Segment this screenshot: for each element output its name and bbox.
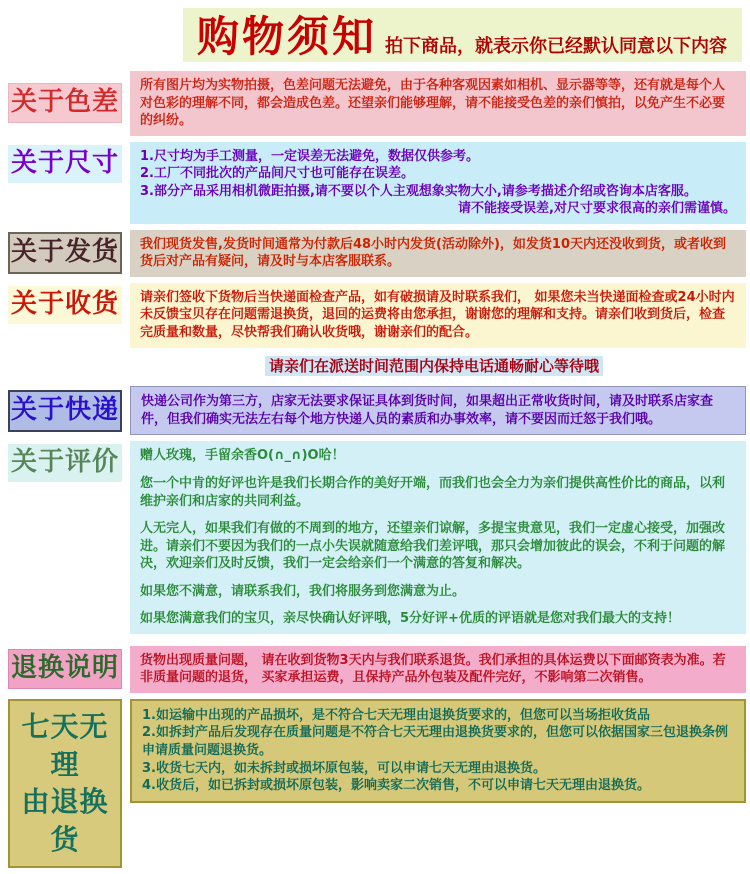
paragraph: 4.收货后，如已拆封或损坏原包装，影响卖家二次销售，不可以申请七天无理由退换货。 [142,778,650,794]
section-express [8,386,746,435]
receiving-content [130,283,746,348]
section-receiving [8,283,746,348]
title-banner [183,8,742,62]
paragraph: 如果您满意我们的宝贝，亲尽快确认好评哦，5分好评+优质的评语就是您对我们最大的支持！ [140,611,680,627]
color-difference-content [130,71,746,136]
size-label: 关于尺寸 [8,145,122,183]
paragraph: 3.部分产品采用相机微距拍摄,请不要以个人主观想象实物大小,请参考描述介绍或咨询本店客服。 [140,183,697,199]
paragraph: 1.尺寸均为手工测量，一定误差无法避免，数据仅供参考。 [140,148,479,164]
express-content [130,386,746,435]
shipping-content [130,230,746,277]
shipping-label: 关于发货 [8,232,122,274]
paragraph: 货物出现质量问题， 请在收到货物3天内与我们联系退货。我们承担的具体运费以下面邮资表为准。若非质量问题的退货， 买家承担运费，且保持产品外包装及配件完好，不影响第二次销售。 [140,652,726,686]
paragraph: 快递公司作为第三方，店家无法要求保证具体到货时间，如果超出正常收货时间，请及时联系店家查件，但我们确实无法左右每个地方快递人员的素质和办事效率，请不要因而迁怒于我们哦。 [141,394,714,427]
paragraph: 人无完人，如果我们有做的不周到的地方，还望亲们谅解，多提宝贵意见，我们一定虚心接受，加强改进。请亲们不要因为我们的一点小失误就随意给我们差评哦，那只会增加彼此的误会，不利于问题的解决，欢迎亲们及时反馈，我们一定会给亲们一个满意的答复和解决。 [140,521,726,572]
section-return-policy [8,646,746,693]
paragraph: 赠人玫瑰，手留余香O(∩_∩)O哈！ [140,448,345,464]
express-label: 关于快递 [8,390,122,432]
page-title: 购物须知 [197,12,378,61]
seven-day-return-content [130,699,746,803]
page-subtitle: 拍下商品，就表示你已经默认同意以下内容 [385,36,728,58]
paragraph: 2.如拆封产品后发现存在质量问题是不符合七天无理由退换货要求的，但您可以依据国家三包退换条例申请质量问题退换货。 [142,725,728,758]
review-content [130,441,746,633]
section-shipping [8,230,746,277]
seven-day-return-label [8,699,122,868]
label-line: 七天无理 [21,709,109,781]
review-label: 关于评价 [8,444,122,482]
receiving-label: 关于收货 [8,286,122,324]
size-content [130,142,746,224]
paragraph: 请亲们签收下货物后当快递面检查产品，如有破损请及时联系我们， 如果您未当快递面检查或24小时内未反馈宝贝存在问题需退换货，退回的运费将由您承担，谢谢您的理解和支持。请亲们收到货后，检查完质量和数量，尽快帮我们确认收货哦，谢谢亲们的配合。 [140,289,735,341]
delivery-note: 请亲们在派送时间范围内保持电话通畅耐心等待哦 [265,356,603,377]
section-color-difference [8,71,746,136]
delivery-note-wrapper [122,356,746,377]
paragraph: 您一个中肯的好评也许是我们长期合作的美好开端，而我们也会全力为亲们提供高性价比的商品，以利维护亲们和店家的共同利益。 [140,475,726,509]
label-line: 由退换货 [21,785,109,857]
paragraph: 我们现货发售,发货时间通常为付款后48小时内发货(活动除外)，如发货10天内还没收到货，或者收到货后对产品有疑问，请及时与本店客服联系。 [140,236,727,270]
paragraph: 1.如运输中出现的产品损坏，是不符合七天无理由退换货要求的，但您可以当场拒收货品 [142,707,650,723]
section-size [8,142,746,224]
return-policy-content [130,646,746,693]
section-seven-day-return [8,699,746,868]
paragraph: 如果您不满意，请联系我们，我们将服务到您满意为止。 [140,583,466,599]
section-review [8,441,746,633]
paragraph: 2.工厂不同批次的产品间尺寸也可能存在误差。 [140,166,414,182]
return-policy-label: 退换说明 [8,649,122,689]
paragraph: 所有图片均为实物拍摄，色差问题无法避免，由于各种客观因素如相机、显示器等等，还有就是每个人对色彩的理解不同，都会造成色差。还望亲们能够理解，请不能接受色差的亲们慎拍，以免产生不必要的纠纷。 [140,78,726,129]
paragraph: 请不能接受误差,对尺寸要求很高的亲们需谨慎。 [458,201,736,217]
paragraph: 3.收货七天内，如未拆封或损坏原包装，可以申请七天无理由退换货。 [142,760,546,776]
color-difference-label: 关于色差 [8,83,122,123]
